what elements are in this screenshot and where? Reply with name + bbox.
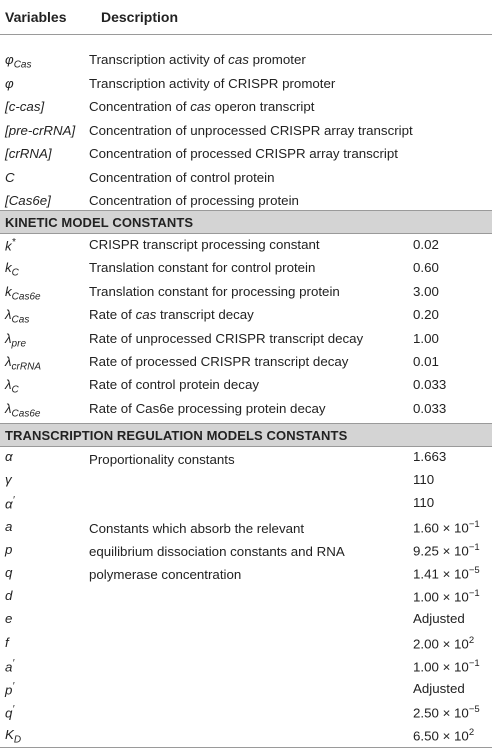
kinetic-constant-row [0,304,492,328]
variable-symbol [5,495,14,511]
kinetic-constant-row [0,257,492,281]
transcription-section-title: TRANSCRIPTION REGULATION MODELS CONSTANTS [5,428,348,443]
description-text: Transcription activity of CRISPR promoter [89,75,336,91]
variable-symbol [5,727,21,746]
constant-value: 0.02 [413,237,439,252]
description [89,170,275,185]
transcription-constant-row [0,724,492,748]
symbol-base: C [5,169,15,185]
variable-symbol [5,635,9,650]
variable-symbol [5,99,44,114]
symbol-base: p [5,541,13,557]
kinetic-section-title: KINETIC MODEL CONSTANTS [5,215,194,230]
symbol-base: α [5,496,13,512]
symbol-superscript: ′ [12,681,15,692]
constant-value [413,565,480,581]
variable-symbol [5,354,41,373]
value-mantissa: 1.00 × 10 [413,589,469,605]
value-exponent: 2 [468,727,475,739]
value-mantissa: 110 [413,495,435,511]
symbol-subscript: pre [11,338,26,350]
description [89,52,306,67]
value-mantissa: 1.663 [413,449,447,464]
absorbed-constants-description [89,517,345,586]
variable-symbol [5,588,12,603]
table-header [0,0,492,35]
constant-value [413,704,480,720]
description-text: Concentration of processed CRISPR array transcript [89,146,398,161]
value-mantissa: 110 [413,472,435,488]
constant-value [413,611,465,626]
value-mantissa: Adjusted [413,681,465,696]
proportionality-description: Proportionality constants [89,452,235,467]
symbol-base: [crRNA] [5,146,52,161]
symbol-superscript: ′ [12,704,15,716]
constant-value: 0.033 [413,400,447,416]
description [89,76,335,91]
transcription-constant-row [0,446,492,470]
symbol-base: [Cas6e] [5,193,51,208]
transcription-section-header [0,423,492,447]
variable-symbol [5,472,12,487]
description-text: Rate of control protein decay [89,377,260,393]
constant-value [413,449,446,464]
symbol-base: k [5,260,12,276]
description-text: Concentration of processing protein [89,193,299,208]
symbol-base: d [5,588,13,604]
constant-value [413,495,434,510]
description-emphasis: cas [228,52,249,67]
variable-symbol [5,449,13,464]
variable-symbol [5,76,14,91]
description [89,260,315,275]
description [89,331,363,346]
variable-symbol [5,542,12,557]
description-text: promoter [248,52,306,67]
transcription-constant-row [0,655,492,679]
description-text: CRISPR transcript processing constant [89,237,320,252]
value-mantissa: 2.50 × 10 [413,705,469,721]
value-exponent: −1 [468,588,480,600]
description [89,237,320,252]
variable-symbol [5,611,12,626]
variable-symbol [5,565,12,580]
transcription-constant-row [0,632,492,656]
symbol-base: γ [5,472,12,488]
kinetic-section-header [0,210,492,234]
symbol-subscript: crRNA [11,361,41,373]
variable-symbol [5,331,26,350]
constant-value: 0.60 [413,260,439,276]
symbol-base: k [5,238,12,254]
transcription-constant-row [0,608,492,632]
description [89,123,413,138]
description [89,284,340,299]
value-exponent: −1 [468,518,480,530]
description-text: Rate of unprocessed CRISPR transcript decay [89,330,364,346]
value-exponent: −1 [468,541,480,553]
value-exponent: 2 [468,634,475,646]
variables-column-header: Variables [5,9,67,25]
description [89,146,398,161]
description [89,354,348,369]
transcription-constant-row [0,701,492,725]
symbol-base: λ [5,377,12,393]
variable-symbol [5,401,40,420]
description-text: Concentration of unprocessed CRISPR array transcript [89,122,413,138]
kinetic-constant-row [0,234,492,258]
constant-value: 0.20 [413,307,439,323]
description-line: equilibrium dissociation constants and RNA [89,544,345,559]
symbol-subscript: Cas6e [11,408,41,420]
description [89,99,314,114]
description-text: Rate of [89,307,136,323]
description-text: operon transcript [210,99,315,114]
description-text: Concentration of control protein [89,169,275,185]
symbol-superscript: ′ [12,657,15,669]
transcription-constant-row [0,492,492,516]
kinetic-constant-row [0,398,492,422]
transcription-constant-row [0,469,492,493]
description-text: Rate of processed CRISPR transcript decay [89,354,349,369]
variable-symbol [5,123,75,138]
value-mantissa: 1.41 × 10 [413,566,469,582]
constant-value: 0.01 [413,354,439,369]
symbol-base: K [5,727,14,743]
table-bottom-rule [0,747,492,748]
symbol-base: λ [5,400,12,416]
value-mantissa: 9.25 × 10 [413,543,469,559]
variable-row [0,49,492,73]
description-text: Concentration of [89,99,191,114]
value-mantissa: 6.50 × 10 [413,728,469,744]
variable-symbol [5,193,51,208]
description-emphasis: cas [190,99,211,114]
symbol-subscript: Cas [13,59,32,71]
description-text: Translation constant for control protein [89,260,316,276]
symbol-base: q [5,705,13,721]
symbol-base: k [5,283,12,299]
constant-value [413,519,480,535]
variable-row [0,73,492,97]
symbol-subscript: Cas6e [11,291,41,303]
variable-row [0,143,492,167]
description [89,401,326,416]
symbol-base: λ [5,307,12,323]
symbol-base: e [5,611,13,627]
variable-symbol [5,658,14,674]
value-mantissa: Adjusted [413,611,465,627]
constant-value: 3.00 [413,283,439,299]
value-exponent: −5 [468,704,480,716]
variable-symbol [5,146,52,161]
transcription-constant-row [0,678,492,702]
variable-row [0,120,492,144]
variable-symbol [5,519,12,534]
value-mantissa: 1.00 × 10 [413,659,469,675]
constant-value [413,542,480,558]
symbol-subscript: C [11,268,19,280]
description-text: Translation constant for processing protein [89,283,340,299]
kinetic-constant-row [0,281,492,305]
symbol-base: λ [5,330,12,346]
constant-value [413,727,474,743]
value-mantissa: 2.00 × 10 [413,636,469,652]
description-column-header: Description [101,9,179,25]
symbol-superscript: * [11,237,16,248]
constant-value [413,588,480,604]
kinetic-constant-row [0,351,492,375]
description [89,377,259,392]
symbol-base: α [5,449,13,464]
symbol-base: q [5,565,13,580]
kinetic-constant-row [0,374,492,398]
symbol-base: λ [5,354,12,369]
variable-symbol [5,52,31,71]
symbol-base: a [5,659,13,675]
description-line: Constants which absorb the relevant [89,521,305,536]
description-text: Transcription activity of [89,52,229,67]
description-text: transcript decay [156,307,254,323]
variable-symbol [5,260,19,279]
description [89,193,299,208]
variable-row [0,167,492,191]
symbol-base: f [5,634,9,650]
variable-symbol [5,284,41,303]
symbol-base: [c-cas] [5,99,45,114]
description-line: polymerase concentration [89,567,242,582]
symbol-base: φ [5,52,14,67]
constant-value [413,635,474,651]
variable-symbol [5,377,19,396]
constant-value [413,472,434,487]
constant-value: 1.00 [413,330,439,346]
kinetic-constant-row [0,328,492,352]
description [89,307,254,322]
constant-value [413,681,465,696]
transcription-constant-row [0,585,492,609]
symbol-subscript: D [13,735,22,747]
value-exponent: −5 [468,565,480,576]
symbol-subscript: Cas [11,314,30,326]
constant-value [413,658,480,674]
symbol-superscript: ′ [12,495,15,507]
variable-symbol [5,307,29,326]
value-mantissa: 1.60 × 10 [413,520,469,536]
symbol-base: a [5,518,13,534]
description-text: Rate of Cas6e processing protein decay [89,400,326,416]
constant-value: 0.033 [413,377,447,393]
variable-symbol [5,237,16,253]
variable-symbol [5,170,15,185]
variable-symbol [5,704,14,720]
symbol-base: p [5,682,13,698]
symbol-base: φ [5,75,14,91]
symbol-subscript: C [11,385,19,397]
variable-row [0,96,492,120]
description-emphasis: cas [135,307,157,323]
variable-symbol [5,681,14,697]
value-exponent: −1 [468,657,480,669]
symbol-base: [pre-crRNA] [5,122,76,138]
